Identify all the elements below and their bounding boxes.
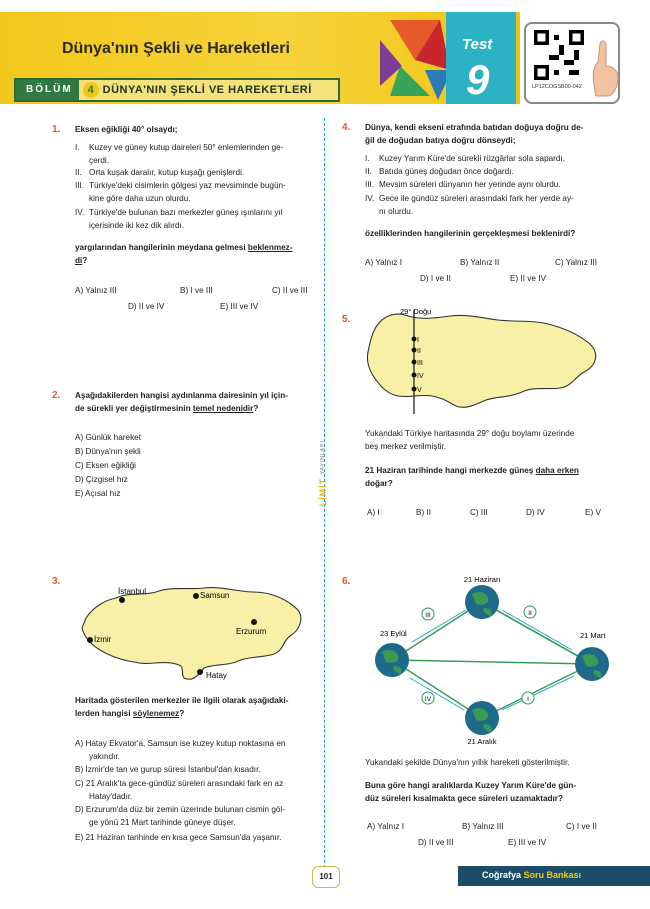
q1-number: 1.	[52, 124, 61, 135]
q5-stem: 21 Haziran tarihinde hangi merkezde güneş daha erken doğar?	[365, 466, 579, 488]
qr-code-label: LP12COGSB00-042	[532, 84, 582, 90]
arc-label-i: I	[527, 696, 529, 703]
test-number: 9	[466, 56, 490, 103]
map-label-erzurum: Erzurum	[236, 627, 267, 636]
q4-option-b[interactable]: B) Yalnız II	[460, 258, 500, 267]
globe-23-eylul	[375, 643, 409, 677]
chapter-number: 4	[83, 82, 99, 98]
q3-option-b[interactable]: B) İzmir'de tan ve gurup süresi İstanbul'dan kısadır.	[75, 765, 261, 774]
point-label-3: III	[417, 360, 423, 367]
q5-option-b[interactable]: B) II	[416, 508, 432, 517]
q5-option-c[interactable]: C) III	[470, 508, 488, 517]
q3-option-c[interactable]: C) 21 Aralık'ta gece-gündüz süreleri arasındaki fark en az Hatay'dadır.	[75, 779, 284, 801]
q6-option-e[interactable]: E) III ve IV	[508, 838, 547, 847]
hand-icon	[588, 38, 622, 98]
q6-option-a[interactable]: A) Yalnız I	[367, 822, 405, 831]
date-label-21-mart: 21 Mart	[580, 631, 606, 640]
map-label-izmir: İzmir	[94, 635, 112, 644]
q3-turkey-map	[76, 578, 308, 688]
date-label-23-eylul: 23 Eylül	[380, 629, 407, 638]
globe-21-aralik	[465, 701, 499, 735]
date-label-21-haziran: 21 Haziran	[463, 575, 501, 584]
q2-number: 2.	[52, 390, 61, 401]
arc-label-iv: IV	[424, 696, 432, 703]
q4-item-1: I. Kuzey Yarım Küre'de sürekli rüzgârlar sola sapardı.	[365, 154, 566, 163]
q1-item-1: I. Kuzey ve güney kutup daireleri 50° enlemlerinden ge- çerdi.	[75, 143, 284, 165]
q5-text: Yukandaki Türkiye haritasında 29° doğu boylamı üzerinde beş merkez verilmiştir.	[365, 429, 575, 451]
q1-option-e[interactable]: E) III ve IV	[220, 302, 259, 311]
page-title: Dünya'nın Şekli ve Hareketleri	[62, 40, 290, 57]
q1-item-4: IV. Türkiye'de bulunan bazı merkezler güneş ışınlarını yıl içerisinde iki kez dik alırdı.	[75, 208, 283, 230]
q2-option-b[interactable]: B) Dünya'nın şekli	[75, 447, 141, 456]
q4-option-a[interactable]: A) Yalnız I	[365, 258, 403, 267]
test-word: Test	[462, 36, 493, 53]
q5-option-d[interactable]: D) IV	[526, 508, 545, 517]
q4-stem: Dünya, kendi ekseni etrafında batıdan doğuya doğru de- ğil de doğudan batıya doğru dönseydi;	[365, 123, 584, 145]
q6-text: Yukandaki şekilde Dünya'nın yıllık hareketi gösterilmiştir.	[365, 758, 570, 767]
q1-stem: Eksen eğikliği 40° olsaydı;	[75, 125, 178, 134]
chapter-label: BÖLÜM	[16, 80, 79, 100]
point-label-1: I	[417, 337, 419, 344]
q5-option-e[interactable]: E) V	[585, 508, 601, 517]
qr-code-icon[interactable]	[534, 30, 584, 80]
q4-item-4: IV. Gece ile gündüz süreleri arasındaki fark her yerde ay- nı olurdu.	[365, 194, 574, 216]
q6-orbit-diagram	[362, 570, 632, 748]
q2-option-a[interactable]: A) Günlük hareket	[75, 433, 141, 442]
q4-option-d[interactable]: D) I ve II	[420, 274, 451, 283]
q4-item-3: III. Mevsim süreleri dünyanın her yerinde aynı olurdu.	[365, 180, 561, 189]
q3-option-d[interactable]: D) Erzurum'da düz bir zemin üzerinde bulunan cismin göl- ge yönü 21 Mart tarihinde güneye düşer.	[75, 805, 285, 827]
point-label-4: IV	[417, 373, 424, 380]
q1-option-b[interactable]: B) I ve III	[180, 286, 213, 295]
q6-number: 6.	[342, 576, 351, 587]
chapter-bar	[14, 78, 340, 102]
map-label-istanbul: İstanbul	[118, 587, 147, 596]
q6-stem: Buna göre hangi aralıklarda Kuzey Yarım Küre'de gün- düz süreleri kısalmakta gece süreleri uzamaktadır?	[365, 781, 577, 803]
map-label-hatay: Hatay	[206, 671, 227, 680]
footer-brand: Coğrafya Soru Bankası	[482, 870, 582, 880]
page-number: 101	[312, 866, 340, 888]
q1-question: yargılarından hangilerinin meydana gelmesi beklenmez- di?	[75, 243, 293, 265]
q2-option-e[interactable]: E) Açısal hız	[75, 489, 121, 498]
q3-stem: Haritada gösterilen merkezler ile ilgili olarak aşağıdaki- lerden hangisi söylenemez?	[75, 696, 289, 718]
q4-option-c[interactable]: C) Yalnız III	[555, 258, 598, 267]
q3-number: 3.	[52, 576, 61, 587]
date-label-21-aralik: 21 Aralık	[467, 737, 497, 746]
q1-item-2: II. Orta kuşak daralır, kutup kuşağı genişlerdi.	[75, 168, 245, 177]
point-label-2: II	[417, 348, 421, 355]
q4-option-e[interactable]: E) II ve IV	[510, 274, 546, 283]
globe-21-mart	[575, 647, 609, 681]
q1-option-a[interactable]: A) Yalnız III	[75, 286, 117, 295]
chapter-title: DÜNYA'NIN ŞEKLİ VE HAREKETLERİ	[102, 84, 312, 96]
q6-option-b[interactable]: B) Yalnız III	[462, 822, 504, 831]
point-label-5: V	[417, 387, 422, 394]
q3-option-a[interactable]: A) Hatay Ekvator'a, Samsun ise kuzey kutup noktasına en yakındır.	[75, 739, 286, 761]
q1-option-d[interactable]: D) II ve IV	[128, 302, 165, 311]
q5-turkey-map	[358, 302, 608, 418]
q2-option-d[interactable]: D) Çizgisel hız	[75, 475, 128, 484]
q4-question: özelliklerinden hangilerinin gerçekleşmesi beklenirdi?	[365, 229, 576, 238]
arc-label-ii: II	[528, 610, 532, 617]
q4-number: 4.	[342, 122, 351, 133]
q1-option-c[interactable]: C) II ve III	[272, 286, 308, 295]
q5-number: 5.	[342, 314, 351, 325]
publisher-logo: LİMİT YAYINLARI	[318, 440, 328, 507]
q3-option-e[interactable]: E) 21 Haziran tarihinde en kısa gece Samsun'da yaşanır.	[75, 833, 282, 842]
arc-label-iii: III	[425, 612, 431, 619]
map-meridian-label: 29° Doğu	[400, 307, 432, 316]
globe-21-haziran	[465, 585, 499, 619]
q4-item-2: II. Batıda güneş doğudan önce doğardı.	[365, 167, 514, 176]
q2-stem: Aşağıdakilerden hangisi aydınlanma dairesinin yıl için- de sürekli yer değiştirmesinin temel nedenidir?	[75, 391, 288, 413]
q6-option-d[interactable]: D) II ve III	[418, 838, 454, 847]
q2-option-c[interactable]: C) Eksen eğikliği	[75, 461, 136, 470]
q6-option-c[interactable]: C) I ve II	[566, 822, 597, 831]
q5-option-a[interactable]: A) I	[367, 508, 380, 517]
map-label-samsun: Samsun	[200, 591, 230, 600]
q1-item-3: III. Türkiye'deki cisimlerin gölgesi yaz mevsiminde bugün- kine göre daha uzun olurdu.	[75, 181, 286, 203]
